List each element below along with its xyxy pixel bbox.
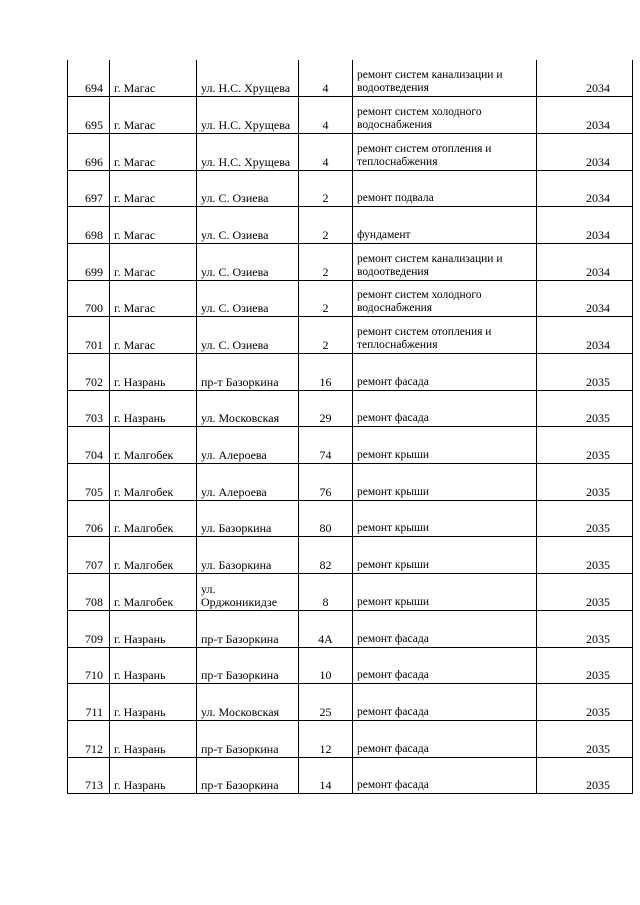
- street-cell: ул. С. Озиева: [197, 317, 299, 354]
- house-number-cell: 12: [299, 720, 353, 757]
- work-type-cell: ремонт фасада: [353, 647, 537, 684]
- year-cell: 2035: [537, 574, 633, 611]
- repair-schedule-table: [67, 60, 633, 794]
- work-type-cell: ремонт фасада: [353, 684, 537, 721]
- table-row: [68, 354, 633, 391]
- work-type-cell: ремонт систем канализации и водоотведения: [353, 60, 537, 97]
- work-type-cell: ремонт фасада: [353, 390, 537, 427]
- city-cell: г. Магас: [110, 170, 197, 207]
- street-cell: пр-т Базоркина: [197, 720, 299, 757]
- city-cell: г. Назрань: [110, 610, 197, 647]
- year-cell: 2034: [537, 243, 633, 280]
- city-cell: г. Назрань: [110, 720, 197, 757]
- street-cell: пр-т Базоркина: [197, 647, 299, 684]
- house-number-cell: 4: [299, 133, 353, 170]
- table-row: [68, 427, 633, 464]
- work-type-cell: ремонт фасада: [353, 720, 537, 757]
- row-number-cell: 704: [68, 427, 110, 464]
- city-cell: г. Назрань: [110, 647, 197, 684]
- table-row: [68, 500, 633, 537]
- house-number-cell: 2: [299, 243, 353, 280]
- table-row: [68, 720, 633, 757]
- row-number-cell: 696: [68, 133, 110, 170]
- city-cell: г. Магас: [110, 280, 197, 317]
- row-number-cell: 700: [68, 280, 110, 317]
- house-number-cell: 76: [299, 464, 353, 501]
- year-cell: 2034: [537, 280, 633, 317]
- year-cell: 2035: [537, 354, 633, 391]
- street-cell: ул. Н.С. Хрущева: [197, 97, 299, 134]
- street-cell: ул. Базоркина: [197, 500, 299, 537]
- row-number-cell: 706: [68, 500, 110, 537]
- house-number-cell: 8: [299, 574, 353, 611]
- work-type-cell: ремонт систем холодного водоснабжения: [353, 97, 537, 134]
- year-cell: 2035: [537, 610, 633, 647]
- work-type-cell: ремонт крыши: [353, 464, 537, 501]
- table-row: [68, 60, 633, 97]
- street-cell: пр-т Базоркина: [197, 354, 299, 391]
- work-type-cell: ремонт фасада: [353, 354, 537, 391]
- table-row: [68, 170, 633, 207]
- year-cell: 2035: [537, 464, 633, 501]
- city-cell: г. Магас: [110, 60, 197, 97]
- table-row: [68, 610, 633, 647]
- table-row: [68, 317, 633, 354]
- work-type-cell: ремонт систем холодного водоснабжения: [353, 280, 537, 317]
- table-row: [68, 280, 633, 317]
- street-cell: ул. Н.С. Хрущева: [197, 60, 299, 97]
- house-number-cell: 10: [299, 647, 353, 684]
- row-number-cell: 712: [68, 720, 110, 757]
- city-cell: г. Назрань: [110, 757, 197, 794]
- house-number-cell: 4: [299, 60, 353, 97]
- street-cell: ул. Базоркина: [197, 537, 299, 574]
- table-row: [68, 97, 633, 134]
- street-cell: пр-т Базоркина: [197, 610, 299, 647]
- work-type-cell: ремонт систем отопления и теплоснабжения: [353, 317, 537, 354]
- year-cell: 2034: [537, 317, 633, 354]
- row-number-cell: 695: [68, 97, 110, 134]
- table-row: [68, 684, 633, 721]
- table-row: [68, 647, 633, 684]
- house-number-cell: 4: [299, 97, 353, 134]
- city-cell: г. Малгобек: [110, 574, 197, 611]
- year-cell: 2034: [537, 97, 633, 134]
- table-row: [68, 243, 633, 280]
- year-cell: 2035: [537, 537, 633, 574]
- work-type-cell: ремонт крыши: [353, 500, 537, 537]
- year-cell: 2035: [537, 647, 633, 684]
- row-number-cell: 711: [68, 684, 110, 721]
- work-type-cell: ремонт подвала: [353, 170, 537, 207]
- row-number-cell: 709: [68, 610, 110, 647]
- house-number-cell: 2: [299, 207, 353, 244]
- city-cell: г. Малгобек: [110, 427, 197, 464]
- city-cell: г. Малгобек: [110, 537, 197, 574]
- row-number-cell: 694: [68, 60, 110, 97]
- city-cell: г. Магас: [110, 133, 197, 170]
- work-type-cell: ремонт крыши: [353, 574, 537, 611]
- street-cell: ул. С. Озиева: [197, 280, 299, 317]
- year-cell: 2035: [537, 427, 633, 464]
- city-cell: г. Магас: [110, 97, 197, 134]
- work-type-cell: ремонт фасада: [353, 757, 537, 794]
- street-cell: ул. Н.С. Хрущева: [197, 133, 299, 170]
- street-cell: ул. Московская: [197, 390, 299, 427]
- year-cell: 2034: [537, 207, 633, 244]
- city-cell: г. Магас: [110, 207, 197, 244]
- city-cell: г. Малгобек: [110, 500, 197, 537]
- city-cell: г. Магас: [110, 317, 197, 354]
- house-number-cell: 14: [299, 757, 353, 794]
- year-cell: 2034: [537, 133, 633, 170]
- city-cell: г. Магас: [110, 243, 197, 280]
- row-number-cell: 698: [68, 207, 110, 244]
- year-cell: 2035: [537, 684, 633, 721]
- row-number-cell: 701: [68, 317, 110, 354]
- house-number-cell: 4А: [299, 610, 353, 647]
- street-cell: ул. С. Озиева: [197, 207, 299, 244]
- street-cell: ул. Алероева: [197, 427, 299, 464]
- house-number-cell: 74: [299, 427, 353, 464]
- table-row: [68, 464, 633, 501]
- house-number-cell: 2: [299, 317, 353, 354]
- row-number-cell: 705: [68, 464, 110, 501]
- row-number-cell: 697: [68, 170, 110, 207]
- work-type-cell: ремонт фасада: [353, 610, 537, 647]
- table-row: [68, 133, 633, 170]
- year-cell: 2035: [537, 500, 633, 537]
- table-row: [68, 757, 633, 794]
- row-number-cell: 703: [68, 390, 110, 427]
- table-body: [68, 60, 633, 794]
- work-type-cell: фундамент: [353, 207, 537, 244]
- year-cell: 2034: [537, 60, 633, 97]
- street-cell: ул. С. Озиева: [197, 170, 299, 207]
- city-cell: г. Назрань: [110, 390, 197, 427]
- table-row: [68, 537, 633, 574]
- street-cell: ул. С. Озиева: [197, 243, 299, 280]
- table-row: [68, 207, 633, 244]
- house-number-cell: 29: [299, 390, 353, 427]
- year-cell: 2035: [537, 757, 633, 794]
- table-row: [68, 574, 633, 611]
- street-cell: ул. Московская: [197, 684, 299, 721]
- year-cell: 2034: [537, 170, 633, 207]
- work-type-cell: ремонт систем канализации и водоотведения: [353, 243, 537, 280]
- row-number-cell: 699: [68, 243, 110, 280]
- row-number-cell: 702: [68, 354, 110, 391]
- year-cell: 2035: [537, 390, 633, 427]
- year-cell: 2035: [537, 720, 633, 757]
- work-type-cell: ремонт крыши: [353, 537, 537, 574]
- house-number-cell: 80: [299, 500, 353, 537]
- city-cell: г. Назрань: [110, 354, 197, 391]
- house-number-cell: 25: [299, 684, 353, 721]
- row-number-cell: 710: [68, 647, 110, 684]
- house-number-cell: 16: [299, 354, 353, 391]
- row-number-cell: 707: [68, 537, 110, 574]
- street-cell: пр-т Базоркина: [197, 757, 299, 794]
- city-cell: г. Назрань: [110, 684, 197, 721]
- work-type-cell: ремонт крыши: [353, 427, 537, 464]
- street-cell: ул. Орджоникидзе: [197, 574, 299, 611]
- row-number-cell: 708: [68, 574, 110, 611]
- house-number-cell: 82: [299, 537, 353, 574]
- street-cell: ул. Алероева: [197, 464, 299, 501]
- table-row: [68, 390, 633, 427]
- house-number-cell: 2: [299, 280, 353, 317]
- row-number-cell: 713: [68, 757, 110, 794]
- city-cell: г. Малгобек: [110, 464, 197, 501]
- work-type-cell: ремонт систем отопления и теплоснабжения: [353, 133, 537, 170]
- house-number-cell: 2: [299, 170, 353, 207]
